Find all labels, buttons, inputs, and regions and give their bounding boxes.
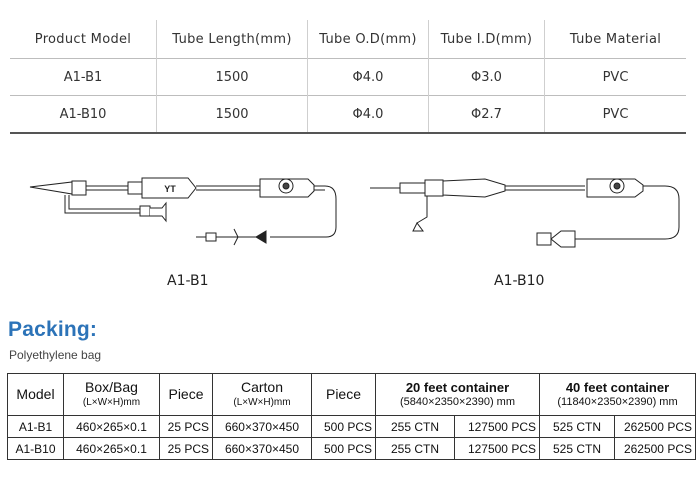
spec-cell: A1-B1	[10, 59, 157, 96]
spec-row	[10, 96, 686, 134]
drip-chamber	[443, 179, 505, 197]
packing-header-row	[8, 374, 696, 416]
spec-cell: Φ2.7	[429, 96, 545, 134]
spec-cell: Φ4.0	[308, 96, 429, 134]
packing-cell: 127500 PCS	[455, 416, 540, 438]
infusion-set-a1-b1-drawing	[20, 165, 340, 255]
packing-cell: 255 CTN	[376, 438, 455, 460]
packing-cell: 460×265×0.1	[64, 438, 160, 460]
container-40ft-label: 40 feet container	[565, 379, 670, 395]
packing-cell: A1-B1	[8, 416, 64, 438]
packing-header-20ft	[376, 374, 540, 416]
packing-header-box	[64, 374, 160, 416]
spec-table	[10, 20, 686, 134]
packing-cell: 660×370×450	[213, 438, 312, 460]
packing-cell: 525 CTN	[540, 438, 615, 460]
luer-connector	[551, 231, 575, 247]
packing-cell: 25 PCS	[160, 438, 213, 460]
carton-label: Carton	[240, 378, 284, 395]
spec-cell: Φ4.0	[308, 59, 429, 96]
roller-hub	[614, 183, 620, 189]
chamber-label: YT	[164, 184, 176, 194]
packing-cell: 500 PCS	[312, 416, 376, 438]
packing-row	[8, 438, 696, 460]
spec-header-material: Tube Material	[569, 31, 662, 47]
y-site	[256, 231, 266, 243]
packing-cell: 460×265×0.1	[64, 416, 160, 438]
spike-body	[400, 183, 425, 193]
infusion-set-a1-b10-drawing	[365, 165, 690, 255]
roller-hub	[283, 183, 289, 189]
packing-cell: 262500 PCS	[615, 416, 696, 438]
vent-branch	[65, 195, 140, 213]
packing-cell: 262500 PCS	[615, 438, 696, 460]
spec-header-model: Product Model	[10, 20, 157, 59]
spike-shape	[30, 182, 72, 194]
spec-cell: A1-B10	[10, 96, 157, 134]
container-20ft-label: 20 feet container	[405, 379, 510, 395]
spec-header-row	[10, 20, 686, 59]
end-cap	[537, 233, 551, 245]
vent-branch	[417, 196, 427, 223]
container-40ft-dims: (11840×2350×2390) mm	[557, 395, 678, 408]
packing-cell: 525 CTN	[540, 416, 615, 438]
packing-title: Packing:	[8, 318, 98, 341]
spec-cell: PVC	[602, 106, 629, 122]
drawing-label-a1-b10: A1-B10	[494, 273, 545, 289]
connector	[140, 206, 150, 216]
spike-hub	[72, 181, 86, 195]
packing-header-40ft	[540, 374, 696, 416]
carton-dims: (L×W×H)mm	[233, 396, 291, 408]
packing-cell: 25 PCS	[160, 416, 213, 438]
spec-header-od: Tube O.D(mm)	[308, 20, 429, 59]
packing-table	[7, 373, 696, 460]
spec-cell: 1500	[157, 59, 308, 96]
chamber-cap	[128, 182, 142, 194]
spec-header-id: Tube I.D(mm)	[429, 20, 545, 59]
packing-cell: 127500 PCS	[455, 438, 540, 460]
vent-cap	[413, 223, 423, 231]
packing-cell: 500 PCS	[312, 438, 376, 460]
box-dims: (L×W×H)mm	[82, 396, 141, 408]
packing-header-piece: Piece	[160, 374, 213, 416]
box-label: Box/Bag	[85, 378, 138, 395]
spec-cell: Φ3.0	[429, 59, 545, 96]
packing-cell: 660×370×450	[213, 416, 312, 438]
spec-row	[10, 59, 686, 96]
packing-header-piece: Piece	[312, 374, 376, 416]
vent-branch	[69, 195, 140, 209]
luer-lock	[206, 233, 216, 241]
drawing-label-a1-b1: A1-B1	[167, 273, 209, 289]
packing-header-model: Model	[8, 374, 64, 416]
spec-cell: PVC	[602, 69, 629, 85]
spike-hub	[425, 180, 443, 196]
packing-subtitle: Polyethylene bag	[9, 348, 102, 362]
packing-header-carton	[213, 374, 312, 416]
spec-header-length: Tube Length(mm)	[157, 20, 308, 59]
packing-cell: 255 CTN	[376, 416, 455, 438]
packing-row	[8, 416, 696, 438]
packing-cell: A1-B10	[8, 438, 64, 460]
filter-cap	[150, 203, 166, 221]
container-20ft-dims: (5840×2350×2390) mm	[400, 395, 515, 408]
spec-cell: 1500	[157, 96, 308, 134]
